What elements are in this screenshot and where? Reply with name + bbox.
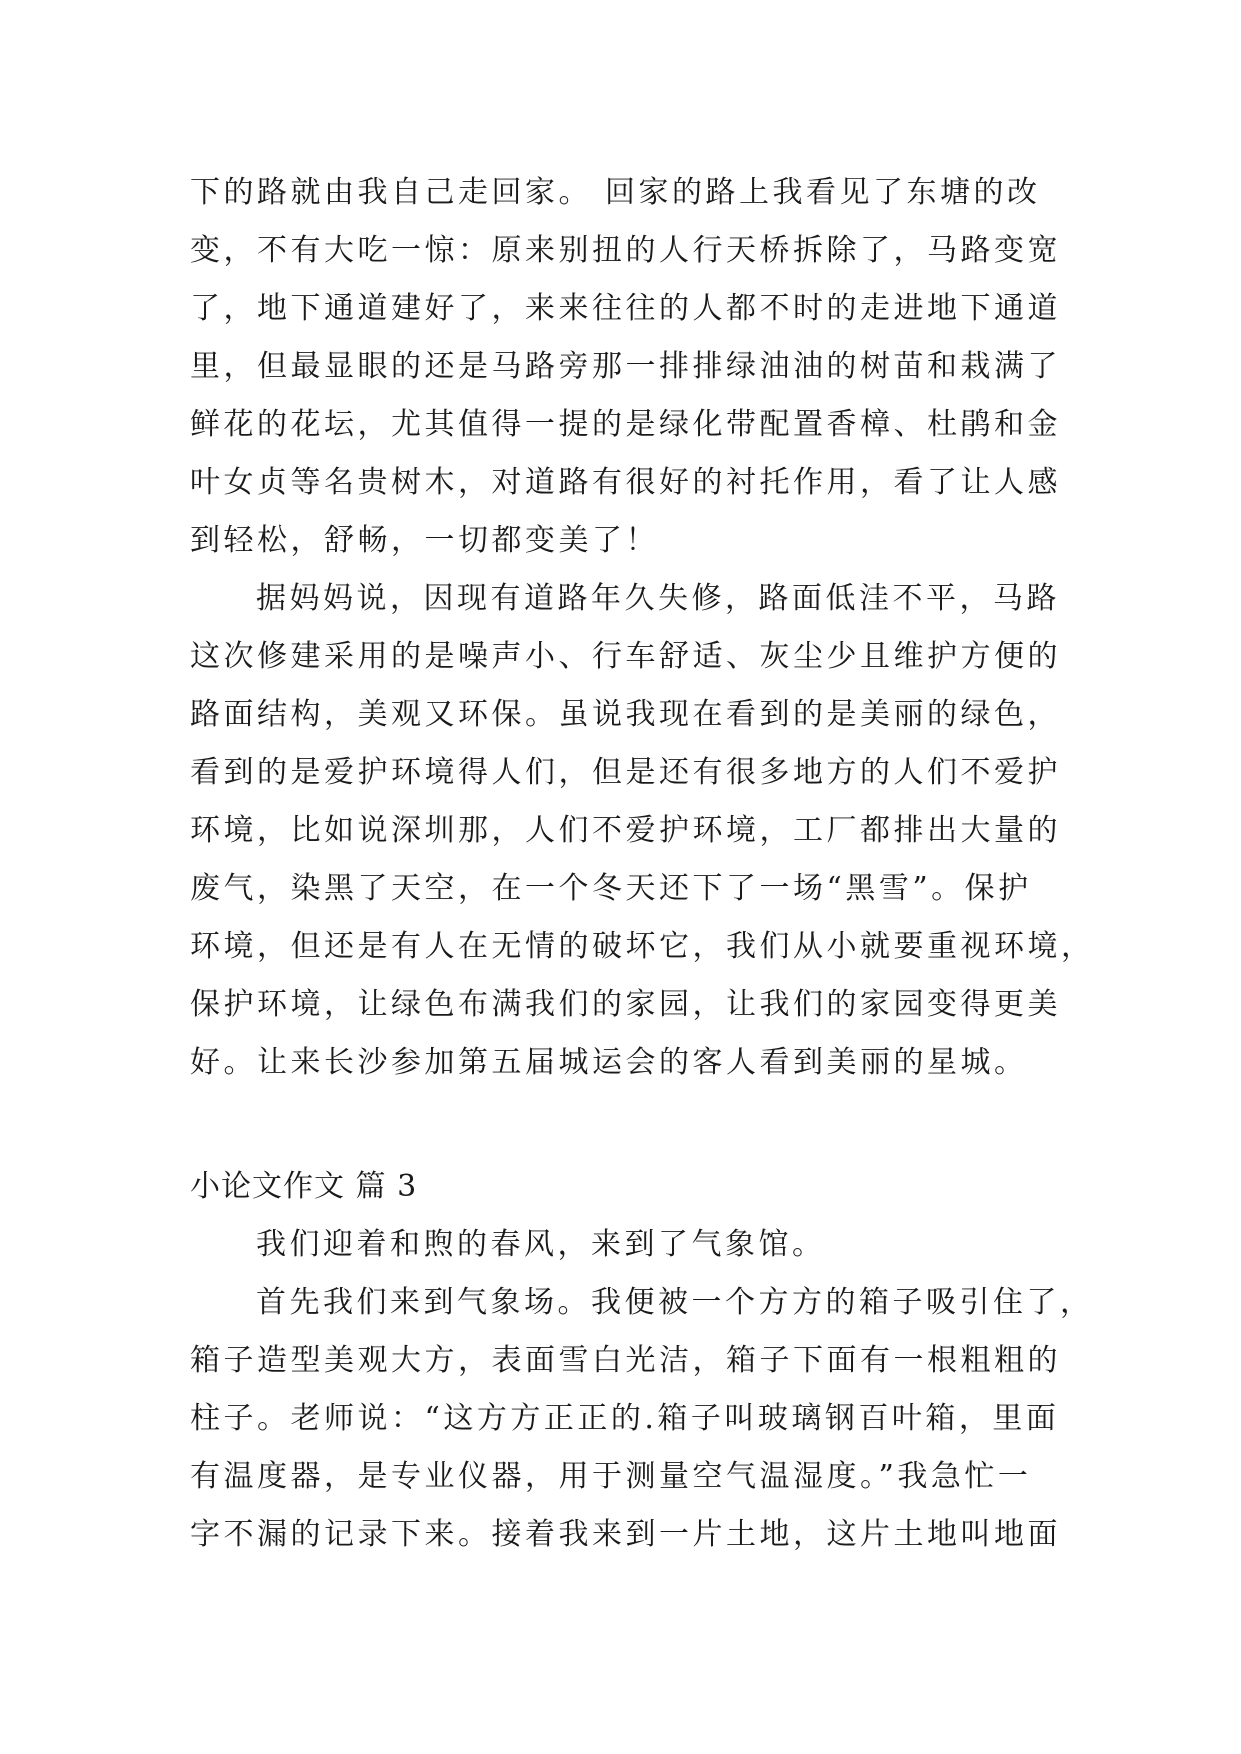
text-line: 看到的是爱护环境得人们，但是还有很多地方的人们不爱护 [190, 755, 1061, 790]
text-line: 叶女贞等名贵树木，对道路有很好的衬托作用，看了让人感 [190, 465, 1061, 500]
text-line: 变，不有大吃一惊：原来别扭的人行天桥拆除了，马路变宽 [190, 233, 1061, 268]
text-line: 路面结构，美观又环保。虽说我现在看到的是美丽的绿色， [190, 697, 1061, 732]
paragraph-first-line: 首先我们来到气象场。我便被一个方方的箱子吸引住了， [256, 1285, 1094, 1320]
essay-section-3 [190, 1158, 1094, 1564]
text-line: 保护环境，让绿色布满我们的家园，让我们的家园变得更美 [190, 987, 1061, 1022]
text-line: 这次修建采用的是噪声小、行车舒适、灰尘少且维护方便的 [190, 639, 1061, 674]
paragraph-first-line: 我们迎着和煦的春风，来到了气象馆。 [256, 1227, 826, 1262]
text-line: 废气，染黑了天空，在一个冬天还下了一场“黑雪”。保护 [190, 871, 1032, 906]
text-line: 下的路就由我自己走回家。 回家的路上我看见了东塘的改 [190, 175, 1041, 210]
text-line: 了，地下通道建好了，来来往往的人都不时的走进地下通道 [190, 291, 1061, 326]
text-line: 箱子造型美观大方，表面雪白光洁，箱子下面有一根粗粗的 [190, 1343, 1061, 1378]
text-line: 鲜花的花坛，尤其值得一提的是绿化带配置香樟、杜鹃和金 [190, 407, 1061, 442]
text-line: 柱子。老师说：“这方方正正的.箱子叫玻璃钢百叶箱，里面 [190, 1401, 1060, 1436]
essay-continuation [190, 164, 1095, 1092]
text-line: 环境，比如说深圳那，人们不爱护环境，工厂都排出大量的 [190, 813, 1061, 848]
text-line: 环境，但还是有人在无情的破坏它，我们从小就要重视环境， [190, 929, 1095, 964]
text-line: 里，但最显眼的还是马路旁那一排排绿油油的树苗和栽满了 [190, 349, 1061, 384]
paragraph-first-line: 据妈妈说，因现有道路年久失修，路面低洼不平，马路 [256, 581, 1060, 616]
text-line: 好。让来长沙参加第五届城运会的客人看到美丽的星城。 [190, 1045, 1028, 1080]
text-line: 有温度器，是专业仪器，用于测量空气温湿度。”我急忙一 [190, 1459, 1032, 1494]
section-heading: 小论文作文 篇 3 [190, 1169, 418, 1204]
text-line: 到轻松，舒畅，一切都变美了！ [190, 523, 659, 558]
text-line: 字不漏的记录下来。接着我来到一片土地，这片土地叫地面 [190, 1517, 1061, 1552]
